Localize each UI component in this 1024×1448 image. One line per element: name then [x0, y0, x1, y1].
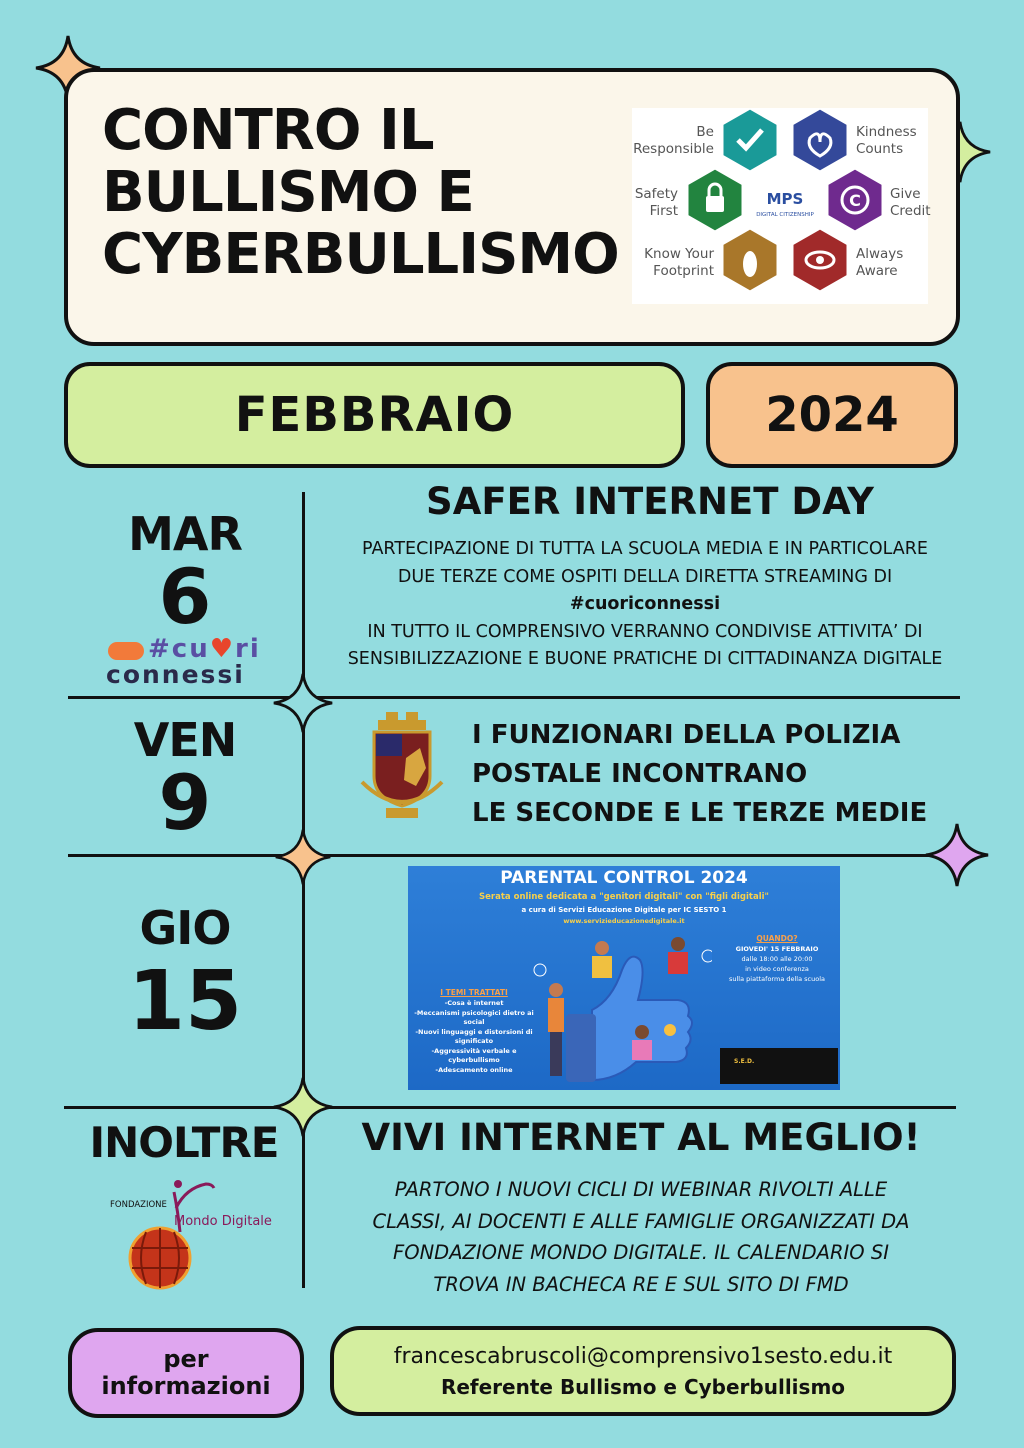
banner-topic: -Nuovi linguaggi e distorsioni di	[415, 1027, 533, 1036]
banner-when-line: dalle 18:00 alle 20:00	[741, 955, 813, 963]
event-date	[90, 713, 280, 847]
event-hashtag: #cuoriconnessi	[569, 594, 721, 614]
banner-topic: significato	[454, 1037, 494, 1045]
logo-line-1: FONDAZIONE	[110, 1200, 167, 1210]
event-line: DUE TERZE COME OSPITI DELLA DIRETTA STREAMING DI	[397, 566, 893, 587]
event-line: SENSIBILIZZAZIONE E BUONE PRATICHE DI CITTADINANZA DIGITALE	[347, 649, 943, 669]
banner-topic: cyberbullismo	[448, 1056, 500, 1064]
banner-topic: -Aggressività verbale e	[431, 1046, 517, 1055]
heart-icon: ♥	[209, 634, 236, 664]
row-separator	[68, 854, 960, 857]
digital-citizenship-badge	[632, 108, 931, 304]
star-teal-icon	[272, 672, 334, 734]
banner-url: www.servizieducazionedigitale.it	[563, 917, 685, 925]
info-label-badge	[68, 1328, 304, 1418]
month-badge: FEBBRAIO	[64, 362, 685, 468]
event-date	[90, 507, 280, 641]
event-weekday: GIO	[139, 901, 231, 955]
year-badge: 2024	[706, 362, 958, 468]
svg-text:C: C	[849, 191, 861, 210]
banner-when-line: in video conferenza	[745, 965, 809, 973]
banner-credits: a cura di Servizi Educazione Digitale per IC SESTO 1	[521, 906, 727, 914]
parental-control-banner	[408, 866, 840, 1090]
info-label-line: per	[163, 1345, 209, 1373]
banner-when-line: sulla piattaforma della scuola	[729, 975, 825, 983]
row-separator	[68, 696, 960, 699]
badge-label-aware: Always Aware	[856, 246, 904, 279]
star-purple-icon	[924, 822, 990, 888]
event-line: IN TUTTO IL COMPRENSIVO VERRANNO CONDIVISE ATTIVITA’ DI	[367, 621, 923, 642]
event-description	[322, 536, 968, 674]
sed-logo	[720, 1048, 838, 1084]
badge-label-footprint: Know Your Footprint	[644, 246, 714, 279]
banner-when	[714, 944, 840, 984]
badge-label-kindness: Kindness Counts	[856, 124, 917, 157]
extra-label: INOLTRE	[89, 1118, 279, 1167]
event-description	[472, 716, 927, 833]
event-line: I FUNZIONARI DELLA POLIZIA	[472, 720, 901, 750]
banner-title: PARENTAL CONTROL 2024	[500, 868, 748, 888]
extra-line: PARTONO I NUOVI CICLI DI WEBINAR RIVOLTI ALLE	[394, 1178, 888, 1201]
banner-topic: -Cosa è internet	[444, 999, 504, 1007]
badge-center-subtext: DIGITAL CITIZENSHIP	[756, 212, 814, 218]
badge-label-credit: Give Credit	[890, 186, 931, 219]
event-weekday: MAR	[128, 507, 242, 561]
extra-description	[346, 1174, 936, 1300]
event-line: LE SECONDE E LE TERZE MEDIE	[472, 798, 928, 828]
banner-topics-heading: I TEMI TRATTATI	[440, 988, 508, 997]
banner-subtitle: Serata online dedicata a "genitori digitali" con "figli digitali"	[479, 892, 769, 902]
fondazione-mondo-digitale-logo	[110, 1178, 280, 1290]
banner-when-heading: QUANDO?	[756, 934, 798, 943]
event-line: PARTECIPAZIONE DI TUTTA LA SCUOLA MEDIA E IN PARTICOLARE	[362, 539, 928, 559]
banner-topic: -Meccanismi psicologici dietro ai	[414, 1008, 534, 1017]
extra-line: CLASSI, AI DOCENTI E ALLE FAMIGLIE ORGANIZZATI DA	[372, 1209, 910, 1233]
timeline-divider	[302, 492, 305, 1092]
badge-label-safety: Safety First	[634, 186, 678, 219]
sed-logo-text: S.E.D.	[734, 1058, 755, 1065]
event-weekday: VEN	[133, 713, 237, 767]
contact-email-link[interactable]: francescabruscoli@comprensivo1sesto.edu.it	[393, 1344, 893, 1369]
logo-connessi-text: connessi	[106, 660, 245, 689]
info-label-line: informazioni	[101, 1372, 271, 1400]
thumbs-up-illustration-icon	[532, 930, 712, 1090]
star-orange-icon	[274, 828, 332, 886]
page-title: CONTRO IL BULLISMO E CYBERBULLISMO	[102, 98, 619, 287]
contact-role: Referente Bullismo e Cyberbullismo	[440, 1375, 846, 1399]
event-day-number: 6	[158, 552, 212, 641]
event-day-number: 9	[158, 758, 212, 847]
banner-topics	[414, 999, 534, 1075]
badge-label-responsible: Be Responsible	[633, 124, 714, 157]
polizia-emblem-icon	[356, 712, 448, 824]
speech-bubble-icon	[108, 642, 144, 660]
event-date	[90, 901, 280, 1052]
cuori-connessi-logo	[106, 636, 276, 688]
banner-topic: -Adescamento online	[435, 1065, 513, 1074]
event-day-number: 15	[127, 954, 243, 1049]
logo-line-2: Mondo Digitale	[174, 1214, 272, 1229]
extra-title: VIVI INTERNET AL MEGLIO!	[361, 1116, 921, 1159]
logo-hash-text: #cu	[148, 634, 210, 664]
extra-line: TROVA IN BACHECA RE E SUL SITO DI FMD	[433, 1272, 849, 1296]
event-line: POSTALE INCONTRANO	[472, 759, 808, 789]
globe-figure-icon	[124, 1178, 274, 1290]
logo-ri-text: ri	[235, 634, 261, 664]
banner-when-line: GIOVEDI' 15 FEBBRAIO	[735, 945, 819, 953]
contact-card	[330, 1326, 956, 1416]
badge-center-text: MPS	[766, 190, 804, 208]
extra-line: FONDAZIONE MONDO DIGITALE. IL CALENDARIO SI	[393, 1241, 889, 1264]
banner-topic: social	[463, 1018, 485, 1026]
row-separator	[64, 1106, 956, 1109]
event-title: SAFER INTERNET DAY	[426, 480, 874, 523]
